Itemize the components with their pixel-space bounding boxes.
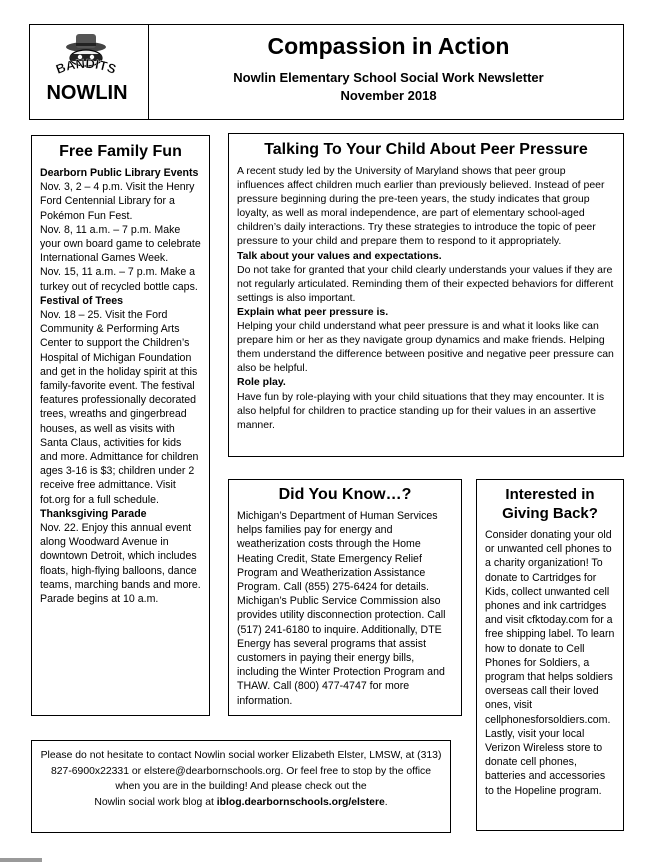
did-you-know-heading: Did You Know…? <box>278 486 412 503</box>
newsletter-subtitle: Nowlin Elementary School Social Work Newsletter <box>233 70 544 85</box>
blog-suffix: . <box>384 796 388 808</box>
contact-text: Please do not hesitate to contact Nowlin social worker Elizabeth Elster, LMSW, at (313) 827-6900x22331 or elstere@dearbornschools.org. Or feel free to stop by the office when you are in the building! And please check out the <box>40 750 442 792</box>
did-you-know-section <box>228 479 462 716</box>
tip-1-title: Talk about your values and expectations. <box>237 249 442 262</box>
family-fun-section <box>31 135 210 716</box>
peer-pressure-section <box>228 133 624 457</box>
giving-back-heading: Interested in Giving Back? <box>502 486 598 522</box>
blog-link[interactable]: iblog.dearbornschools.org/elstere <box>216 796 385 808</box>
did-you-know-text: Michigan’s Department of Human Services helps families pay for energy and weatherization costs through the Home Heating Credit, State Emergency Relief Program and Weatherization Assistance Program. Call (855) 275-6424 for details. Michigan’s Public Service Commission also provides utility disconnection protection. Call (517) 241-6180 to inquire. Additionally, DTE Energy has several programs that assist customers in paying their energy bills, including the Winter Protection Program and THAW. Call (800) 477-4747 for more information. <box>237 510 446 707</box>
festival-title: Festival of Trees <box>40 294 124 307</box>
logo-text-bottom: NOWLIN <box>46 82 128 104</box>
peer-intro: A recent study led by the University of Maryland shows that peer group influences affect children much earlier than previously believed. Instead of peer pressure beginning during the pre-teen years, the study indicates that group loyalty, as well as moral independence, are part of elementary school-aged children’s daily interactions. Try these strategies to introduce the topic of peer pressure to your child and prepare them to respond to it appropriately. <box>237 165 605 248</box>
library-events-title: Dearborn Public Library Events <box>40 167 199 179</box>
library-event-1: Nov. 3, 2 – 4 p.m. Visit the Henry Ford Centennial Library for a Pokémon Fun Fest. <box>40 181 195 222</box>
page-corner <box>0 858 42 862</box>
page-title: Compassion in Action <box>267 33 510 59</box>
parade-title: Thanksgiving Parade <box>40 507 147 520</box>
tip-2-text: Helping your child understand what peer pressure is and what it looks like can prepare him or her as they navigate group dynamics and make friends. Helping them understand the difference between positive and negative peer pressure can also be helpful. <box>237 320 614 375</box>
contact-footer <box>31 740 451 833</box>
festival-text: Nov. 18 – 25. Visit the Ford Community & Performing Arts Center to support the Children’s Hospital of Michigan Foundation and get in the holiday spirit at this family-favorite event. The festival features professionally decorated trees, wreaths and gingerbread houses, as well as visits with Santa Claus, activities for kids and more. Admittance for children ages 3-16 is $3; children under 2 receive free admittance. Visit fot.org for a full schedule. <box>40 309 199 506</box>
tip-3-title: Role play. <box>237 376 286 389</box>
library-event-3: Nov. 15, 11 a.m. – 7 p.m. Make a turkey out of recycled bottle caps. <box>40 266 198 293</box>
tip-2-title: Explain what peer pressure is. <box>237 305 389 318</box>
newsletter-date: November 2018 <box>340 88 437 103</box>
parade-text: Nov. 22. Enjoy this annual event along Woodward Avenue in downtown Detroit, which includes floats, high-flying balloons, dance teams, marching bands and more. Parade begins at 10 a.m. <box>40 522 201 606</box>
tip-1-text: Do not take for granted that your child clearly understands your values if they are not regularly articulated. Reminding them of their expected behaviors for different settings is also important. <box>237 263 614 304</box>
library-event-2: Nov. 8, 11 a.m. – 7 p.m. Make your own board game to celebrate International Games Week. <box>40 223 201 265</box>
tip-3-text: Have fun by role-playing with your child situations that they may encounter. It is also helpful for children to practice standing up for their values in an assertive manner. <box>237 390 605 431</box>
svg-text:BANDITS <box>54 56 119 77</box>
bandits-logo-icon <box>30 25 146 118</box>
peer-pressure-heading: Talking To Your Child About Peer Pressure <box>264 141 588 158</box>
newsletter-header <box>29 24 624 120</box>
logo-text-top: BANDITS <box>53 55 119 77</box>
school-logo <box>30 25 149 119</box>
giving-back-text: Consider donating your old or unwanted cell phones to a charity organization! To donate to Cartridges for Kids, collect unwanted cell phones and ink cartridges and visit cfktoday.com for a free shipping label. To learn how to donate to Cell Phones for Soldiers, a program that helps soldiers overseas call their loved ones, visit cellphonesforsoldiers.com. Lastly, visit your local Verizon Wireless store to donate cell phones, batteries and accessories to the Hopeline program. <box>485 529 615 797</box>
family-fun-heading: Free Family Fun <box>59 143 182 160</box>
giving-back-section <box>476 479 624 831</box>
blog-prefix: Nowlin social work blog at <box>94 796 217 808</box>
